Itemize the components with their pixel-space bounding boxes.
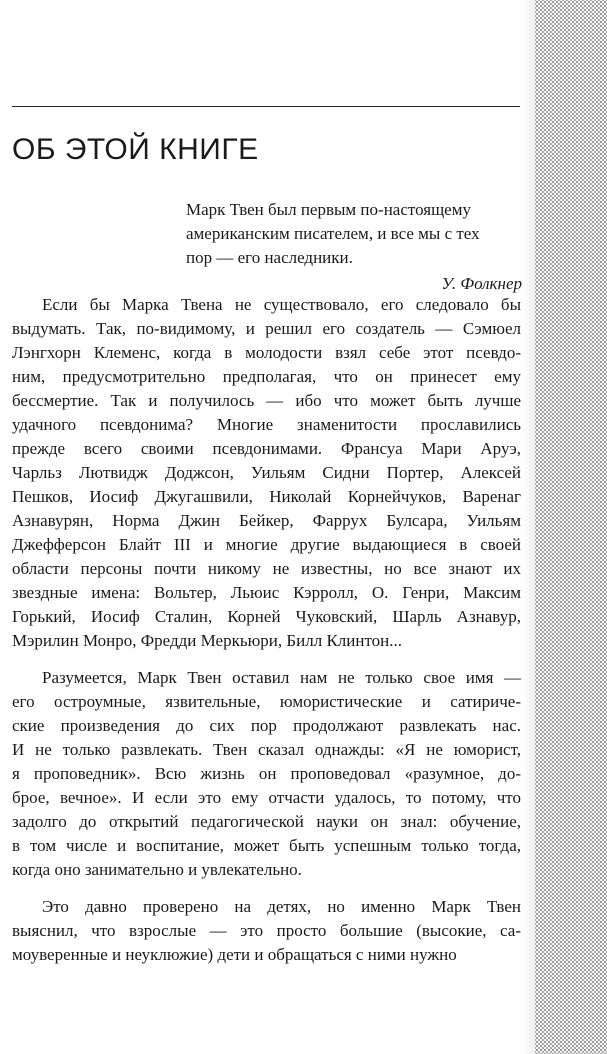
text-line: его остроумные, язвительные, юмористические и сатириче-: [12, 692, 521, 711]
paragraph: [12, 666, 521, 882]
text-line: Пешков, Иосиф Джугашвили, Николай Корнейчуков, Варенаг: [12, 487, 521, 506]
text-line: Мэрилин Монро, Фредди Меркьюри, Билл Клинтон...: [12, 631, 403, 650]
epigraph: [186, 198, 522, 296]
text-line: звездные имена: Вольтер, Льюис Кэрролл, О. Генри, Максим: [12, 583, 521, 602]
page-edge-halftone: [535, 0, 607, 1054]
text-line: выяснил, что взрослые — это просто большие (высокие, са-: [12, 921, 521, 940]
page-edge-shadow: [523, 0, 535, 1054]
text-line: Горький, Иосиф Сталин, Корней Чуковский, Шарль Азнавур,: [12, 607, 521, 626]
text-line: области персоны почти никому не известны, но все знают их: [12, 559, 521, 578]
text-line: Чарльз Лютвидж Доджсон, Уильям Сидни Портер, Алексей: [12, 463, 521, 482]
text-line: бессмертие. Так и получилось — ибо что может быть лучше: [12, 391, 521, 410]
text-line: ним, предусмотрительно предполагая, что он принесет ему: [12, 367, 521, 386]
body-text: [12, 293, 521, 980]
text-line: Азнавурян, Норма Джин Бейкер, Фаррух Булсара, Уильям: [12, 511, 521, 530]
text-line: когда оно занимательно и увлекательно.: [12, 860, 302, 879]
text-line: моуверенные и неуклюжие) дети и обращаться с ними нужно: [12, 945, 457, 964]
text-line: я проповедник». Всю жизнь он проповедовал «разумное, до-: [12, 764, 521, 783]
text-line: задолго до открытий педагогической науки он знал: обучение,: [12, 812, 521, 831]
text-line: брое, вечное». И если это ему отчасти удалось, то потому, что: [12, 788, 521, 807]
epigraph-author: У. Фолкнер: [441, 274, 522, 293]
text-line: в том числе и воспитание, может быть успешным только тогда,: [12, 836, 521, 855]
epigraph-line: американским писателем, и все мы с тех: [186, 224, 480, 243]
text-line: Джефферсон Блайт III и многие другие выдающиеся в своей: [12, 535, 521, 554]
text-line: Разумеется, Марк Твен оставил нам не только свое имя —: [42, 668, 521, 687]
text-line: Если бы Марка Твена не существовало, его следовало бы: [42, 295, 521, 314]
text-line: Лэнгхорн Клеменс, когда в молодости взял себе этот псевдо-: [12, 343, 521, 362]
chapter-title: ОБ ЭТОЙ КНИГЕ: [12, 133, 259, 166]
epigraph-line: пор — его наследники.: [186, 248, 353, 267]
header-rule: [12, 106, 520, 107]
paragraph: [12, 293, 521, 653]
epigraph-line: Марк Твен был первым по-настоящему: [186, 200, 471, 219]
paragraph: [12, 895, 521, 967]
text-line: ские произведения до сих пор продолжают развлекать нас.: [12, 716, 521, 735]
text-line: прежде всего своими псевдонимами. Франсуа Мари Аруэ,: [12, 439, 521, 458]
text-line: И не только развлекать. Твен сказал однажды: «Я не юморист,: [12, 740, 521, 759]
text-line: удачного псевдонима? Многие знаменитости прославились: [12, 415, 521, 434]
text-line: Это давно проверено на детях, но именно Марк Твен: [42, 897, 521, 916]
text-line: выдумать. Так, по-видимому, и решил его создатель — Сэмюел: [12, 319, 521, 338]
